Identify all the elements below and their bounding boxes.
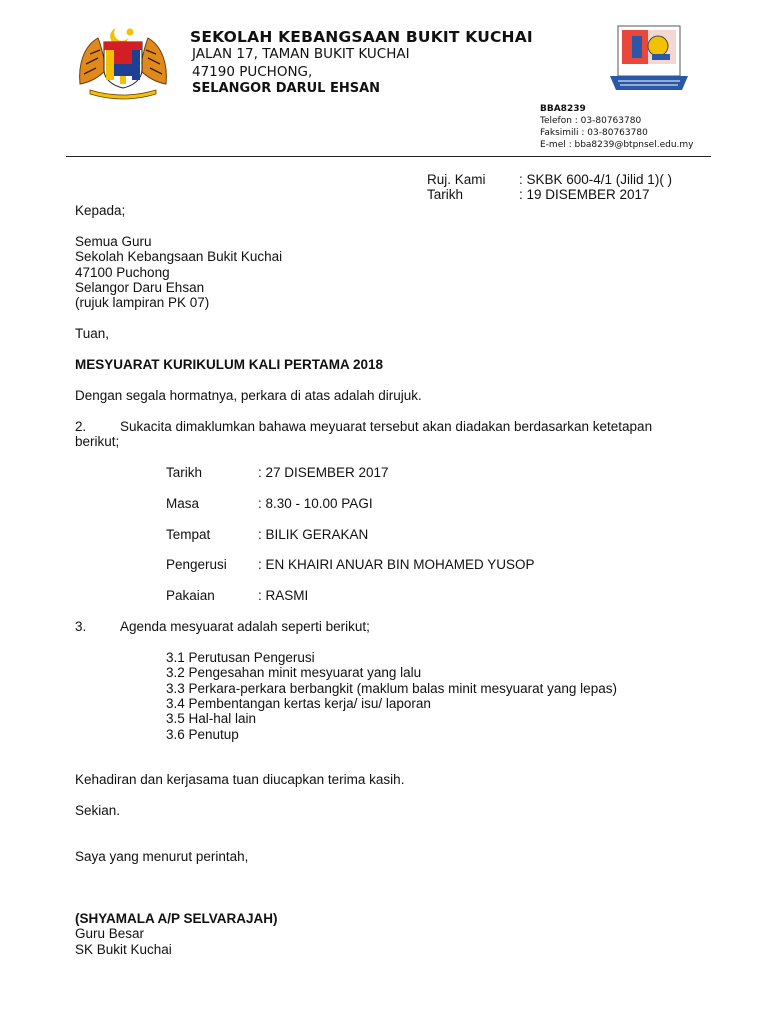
recipient-line: (rujuk lampiran PK 07)	[75, 295, 210, 310]
closing-thanks: Kehadiran dan kerjasama tuan diucapkan terima kasih.	[75, 772, 405, 787]
detail-label: Masa	[166, 496, 200, 511]
address-line-3: SELANGOR DARUL EHSAN	[192, 81, 381, 96]
school-name: SEKOLAH KEBANGSAAN BUKIT KUCHAI	[190, 28, 533, 46]
tarikh-value: : 19 DISEMBER 2017	[519, 187, 650, 202]
paragraph-2-line-1: Sukacita dimaklumkan bahawa meyuarat tersebut akan diadakan berdasarkan ketetapan	[120, 419, 653, 434]
agenda-item: 3.1 Perutusan Pengerusi	[166, 650, 315, 665]
closing-sekian: Sekian.	[75, 803, 121, 818]
detail-value: : BILIK GERAKAN	[258, 527, 369, 542]
subject-title: MESYUARAT KURIKULUM KALI PERTAMA 2018	[75, 357, 384, 372]
detail-value: : 27 DISEMBER 2017	[258, 465, 389, 480]
ruj-label: Ruj. Kami	[427, 172, 486, 187]
paragraph-1: Dengan segala hormatnya, perkara di atas adalah dirujuk.	[75, 388, 422, 403]
faksimili: Faksimili : 03-80763780	[540, 128, 648, 138]
recipient-line: 47100 Puchong	[75, 265, 170, 280]
agenda-item: 3.4 Pembentangan kertas kerja/ isu/ laporan	[166, 696, 431, 711]
telefon: Telefon : 03-80763780	[540, 116, 642, 126]
header-divider	[66, 156, 711, 157]
agenda-item: 3.3 Perkara-perkara berbangkit (maklum balas minit mesyuarat yang lepas)	[166, 681, 617, 696]
school-code: BBA8239	[540, 104, 586, 114]
agenda-item: 3.2 Pengesahan minit mesyuarat yang lalu	[166, 665, 422, 680]
closing-perintah: Saya yang menurut perintah,	[75, 849, 249, 864]
paragraph-2-line-2: berikut;	[75, 434, 120, 449]
tarikh-label: Tarikh	[427, 187, 464, 202]
address-line-2: 47190 PUCHONG,	[192, 64, 313, 80]
detail-label: Tarikh	[166, 465, 203, 480]
paragraph-3-text: Agenda mesyuarat adalah seperti berikut;	[120, 619, 370, 634]
agenda-item: 3.6 Penutup	[166, 727, 239, 742]
paragraph-3-number: 3.	[75, 619, 87, 634]
recipient-line: Selangor Daru Ehsan	[75, 280, 205, 295]
coat-of-arms-icon	[76, 24, 170, 100]
detail-label: Tempat	[166, 527, 211, 542]
school-logo-icon	[608, 24, 690, 94]
paragraph-2-number: 2.	[75, 419, 87, 434]
detail-value: : RASMI	[258, 588, 309, 603]
email: E-mel : bba8239@btpnsel.edu.my	[540, 140, 694, 150]
salutation: Tuan,	[75, 326, 110, 341]
recipient-line: Sekolah Kebangsaan Bukit Kuchai	[75, 249, 283, 264]
detail-label: Pengerusi	[166, 557, 227, 572]
recipient-line: Semua Guru	[75, 234, 152, 249]
detail-label: Pakaian	[166, 588, 215, 603]
detail-value: : 8.30 - 10.00 PAGI	[258, 496, 373, 511]
address-line-1: JALAN 17, TAMAN BUKIT KUCHAI	[192, 46, 410, 62]
kepada: Kepada;	[75, 203, 126, 218]
signatory-org: SK Bukit Kuchai	[75, 942, 172, 957]
signatory-title: Guru Besar	[75, 926, 145, 941]
ruj-value: : SKBK 600-4/1 (Jilid 1)( )	[519, 172, 673, 187]
signatory-name: (SHYAMALA A/P SELVARAJAH)	[75, 911, 278, 926]
detail-value: : EN KHAIRI ANUAR BIN MOHAMED YUSOP	[258, 557, 535, 572]
agenda-item: 3.5 Hal-hal lain	[166, 711, 257, 726]
